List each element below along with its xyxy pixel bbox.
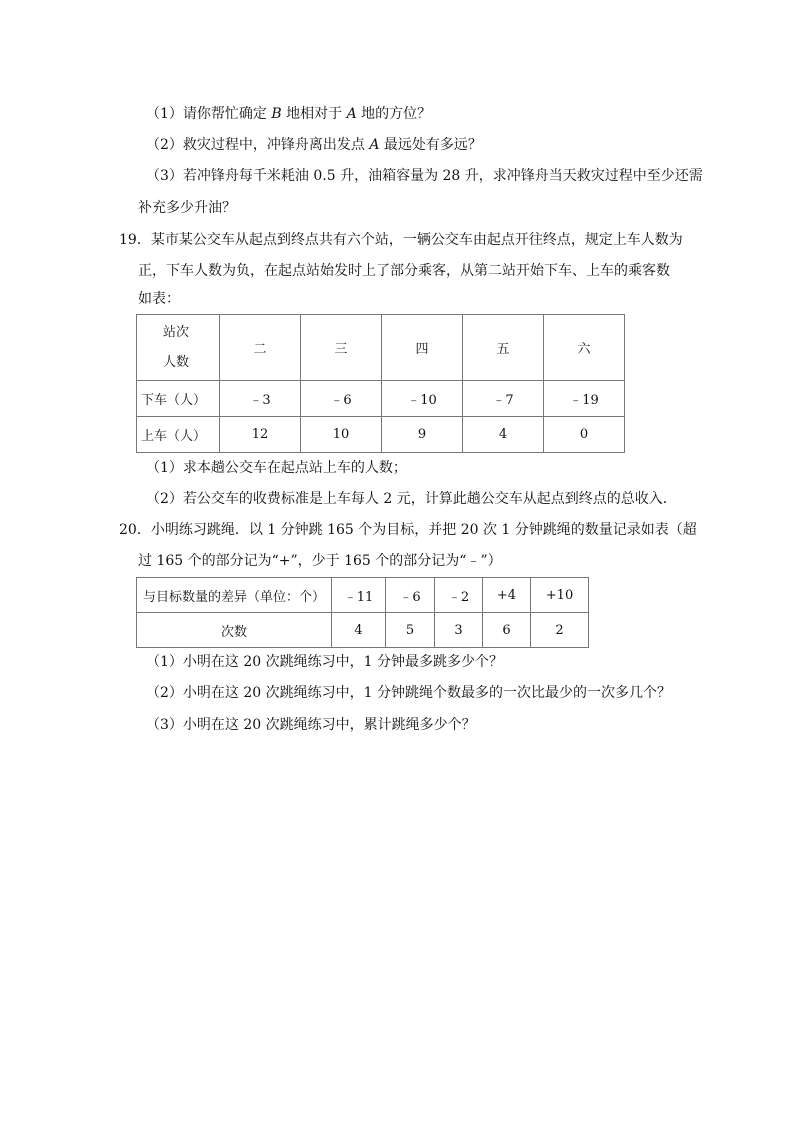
q20-stem-line1: 20．小明练习跳绳．以 1 分钟跳 165 个为目标，并把 20 次 1 分钟跳绳的数量记录如表（超: [119, 522, 697, 538]
q20-row-count: [137, 613, 589, 648]
q19-stem-line2: 正，下车人数为负，在起点站始发时上了部分乘客，从第二站开始下车、上车的乘客数: [138, 263, 670, 279]
q18-part3-line2: 补充多少升油？: [138, 200, 236, 216]
q19-cell: ﹣19: [544, 381, 625, 417]
q18-part2: （2）救灾过程中，冲锋舟离出发点 A 最远处有多远？: [146, 137, 482, 153]
q19-cell: ﹣10: [382, 381, 463, 417]
q19-cell: 4: [463, 417, 544, 453]
q18-part3-line1: （3）若冲锋舟每千米耗油 0.5 升，油箱容量为 28 升，求冲锋舟当天救灾过程中至少还需: [146, 168, 703, 184]
q20-diff-label: 与目标数量的差异（单位：个）: [137, 578, 332, 613]
q20-cell: 6: [483, 613, 531, 648]
q19-cell: ﹣6: [301, 381, 382, 417]
q20-table: [136, 577, 589, 648]
q20-count-label: 次数: [137, 613, 332, 648]
q20-sub3: （3）小明在这 20 次跳绳练习中，累计跳绳多少个？: [146, 717, 476, 733]
q20-cell: ﹣6: [386, 578, 435, 613]
q18-part1: （1）请你帮忙确定 B 地相对于 A 地的方位？: [146, 106, 432, 122]
q19-sub2: （2）若公交车的收费标准是上车每人 2 元，计算此趟公交车从起点到终点的总收入．: [146, 491, 677, 507]
q20-cell: 3: [435, 613, 483, 648]
q19-sub1: （1）求本趟公交车在起点站上车的人数；: [146, 460, 407, 476]
q19-header-row: [137, 315, 625, 381]
q20-cell: +4: [483, 578, 531, 613]
q19-station-4: 四: [382, 315, 463, 381]
q19-cell: 9: [382, 417, 463, 453]
q19-header-top-label: 站次: [163, 324, 190, 340]
q20-stem-line2: 过 165 个的部分记为“+”，少于 165 个的部分记为“﹣”）: [138, 553, 502, 569]
q20-cell: ﹣2: [435, 578, 483, 613]
q19-row-on-label: 上车（人）: [137, 417, 220, 453]
q20-cell: 4: [332, 613, 386, 648]
q19-station-5: 五: [463, 315, 544, 381]
q20-cell: 5: [386, 613, 435, 648]
q19-row-off-label: 下车（人）: [137, 381, 220, 417]
q19-station-2: 二: [220, 315, 301, 381]
q20-cell: 2: [531, 613, 589, 648]
q19-table: [136, 314, 625, 453]
q19-cell: ﹣3: [220, 381, 301, 417]
q19-stem-line3: 如表：: [138, 291, 180, 307]
q19-stem-line1: 19．某市某公交车从起点到终点共有六个站，一辆公交车由起点开往终点，规定上车人数为: [119, 232, 683, 248]
q19-header-diagonal-cell: [137, 315, 220, 381]
q19-station-6: 六: [544, 315, 625, 381]
q19-row-off: [137, 381, 625, 417]
q19-header-bottom-label: 人数: [163, 354, 190, 370]
q19-cell: 10: [301, 417, 382, 453]
q19-cell: 12: [220, 417, 301, 453]
q20-row-diff: [137, 578, 589, 613]
q19-cell: 0: [544, 417, 625, 453]
q19-station-3: 三: [301, 315, 382, 381]
q20-cell: +10: [531, 578, 589, 613]
q20-cell: ﹣11: [332, 578, 386, 613]
q20-sub1: （1）小明在这 20 次跳绳练习中，1 分钟最多跳多少个？: [146, 654, 503, 670]
q19-row-on: [137, 417, 625, 453]
q19-cell: ﹣7: [463, 381, 544, 417]
q20-sub2: （2）小明在这 20 次跳绳练习中，1 分钟跳绳个数最多的一次比最少的一次多几个？: [146, 685, 671, 701]
